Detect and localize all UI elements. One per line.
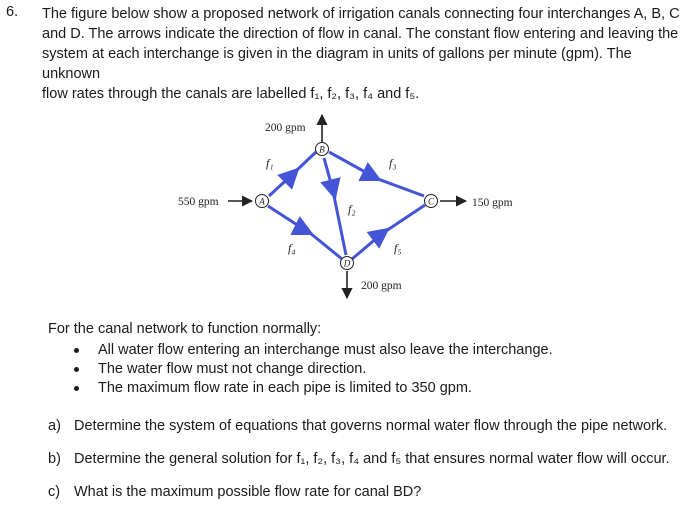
edge-d-c <box>352 232 384 259</box>
edge-a-b <box>269 172 295 196</box>
question-parts <box>48 418 670 517</box>
intro-line: flow rates through the canals are labelled f₁, f₂, f₃, f₄ and f₅. <box>42 86 420 102</box>
flow-label-in-a: 550 gpm <box>178 196 219 208</box>
part-text: Determine the system of equations that governs normal water flow through the pipe network. <box>74 418 668 434</box>
edge-label-f5: f₅ <box>394 241 402 255</box>
condition-item: All water flow entering an interchange must also leave the interchange. <box>48 341 553 360</box>
intro-line: The figure below show a proposed network of irrigation canals connecting four interchanges A, B, C <box>42 6 680 22</box>
intro-line: system at each interchange is given in the diagram in units of gallons per minute (gpm). The unknown <box>42 46 632 82</box>
edge-d-c-tail <box>386 205 425 231</box>
node-c <box>425 195 438 208</box>
conditions-heading: For the canal network to function normally: <box>48 321 322 337</box>
edge-label-f3: f₃ <box>389 156 397 170</box>
part-text: Determine the general solution for f₁, f₂, f₃, f₄ and f₅ that ensures normal water flow will occur. <box>74 451 670 467</box>
edge-b-c <box>329 152 376 178</box>
flow-label-out-d: 200 gpm <box>361 280 402 292</box>
node-b <box>316 143 329 156</box>
node-d-label: D <box>343 258 351 269</box>
part-b <box>48 451 670 484</box>
node-d <box>341 257 354 270</box>
edge-a-d <box>268 206 308 232</box>
part-text: What is the maximum possible flow rate for canal BD? <box>74 484 422 500</box>
question-number: 6. <box>6 4 19 20</box>
conditions-list <box>48 341 553 398</box>
intro-line: and D. The arrows indicate the direction of flow in canal. The constant flow entering and leaving the <box>42 26 679 42</box>
node-c-label: C <box>427 196 435 207</box>
edge-label-f2: f₂ <box>348 202 356 216</box>
node-a-label: A <box>259 196 265 207</box>
condition-item: The water flow must not change direction. <box>48 360 553 379</box>
edge-a-d-tail <box>310 233 342 259</box>
part-label: a) <box>48 418 61 434</box>
part-label: c) <box>48 484 61 500</box>
edge-b-c-tail <box>378 179 424 196</box>
edge-a-b-tail <box>297 152 316 170</box>
node-b-label: B <box>319 144 325 155</box>
edge-b-d-tail <box>334 196 346 255</box>
flow-label-out-c: 150 gpm <box>472 197 513 209</box>
edge-b-d <box>324 158 334 194</box>
node-a <box>256 195 269 208</box>
flow-label-out-b: 200 gpm <box>265 122 306 134</box>
part-label: b) <box>48 451 61 467</box>
part-a <box>48 418 670 451</box>
condition-item: The maximum flow rate in each pipe is limited to 350 gpm. <box>48 379 553 398</box>
edge-label-f4: f₄ <box>288 241 296 255</box>
edge-label-f1: f₁ <box>266 156 274 170</box>
part-c <box>48 484 670 517</box>
conditions-section <box>48 320 553 398</box>
